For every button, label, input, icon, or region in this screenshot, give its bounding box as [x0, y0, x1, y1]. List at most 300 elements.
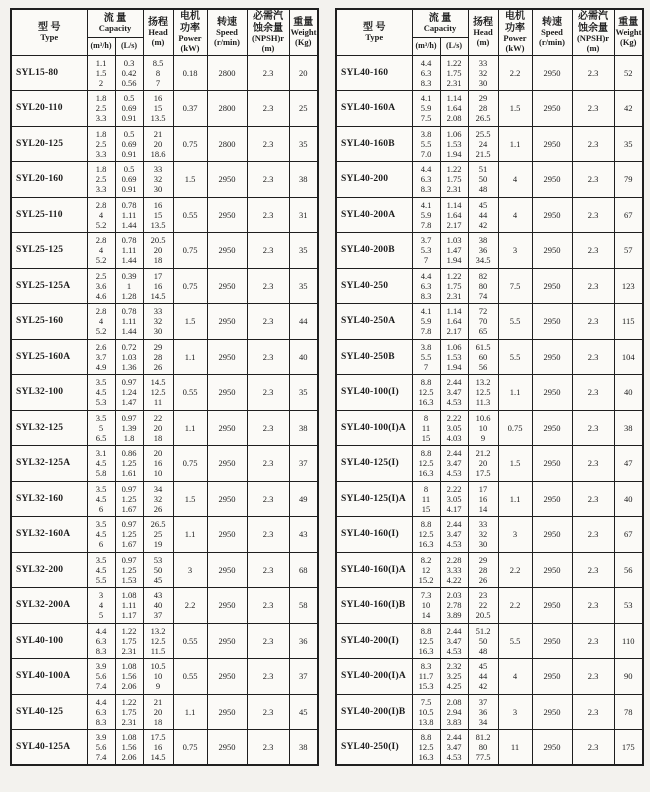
cell-model: SYL32-100 — [11, 375, 87, 411]
cell-npsh: 2.3 — [247, 588, 289, 624]
cell-capacity-m3h: 3.9 5.6 7.4 — [87, 730, 115, 766]
cell-capacity-ls: 0.78 1.11 1.44 — [115, 233, 143, 269]
cell-head: 81.2 80 77.5 — [468, 730, 498, 766]
cell-capacity-m3h: 3.5 4.5 5.3 — [87, 375, 115, 411]
cell-power: 1.1 — [173, 517, 207, 553]
table-row — [336, 552, 643, 588]
cell-model: SYL40-160(I)B — [336, 588, 412, 624]
cell-npsh: 2.3 — [572, 481, 614, 517]
cell-npsh: 2.3 — [247, 694, 289, 730]
cell-capacity-ls: 1.08 1.56 2.06 — [115, 730, 143, 766]
cell-model: SYL32-160A — [11, 517, 87, 553]
cell-npsh: 2.3 — [247, 55, 289, 91]
cell-capacity-m3h: 3.5 5 6.5 — [87, 410, 115, 446]
cell-capacity-ls: 2.03 2.78 3.89 — [440, 588, 468, 624]
table-row — [11, 304, 318, 340]
cell-speed: 2950 — [207, 268, 247, 304]
cell-power: 0.18 — [173, 55, 207, 91]
cell-speed: 2950 — [532, 304, 572, 340]
cell-capacity-ls: 2.44 3.47 4.53 — [440, 517, 468, 553]
table-header — [11, 9, 318, 55]
cell-model: SYL40-100(I) — [336, 375, 412, 411]
cell-npsh: 2.3 — [247, 517, 289, 553]
header-speed: 转速 Speed (r/min) — [532, 9, 572, 55]
cell-head: 45 44 42 — [468, 197, 498, 233]
cell-capacity-ls: 1.08 1.11 1.17 — [115, 588, 143, 624]
cell-npsh: 2.3 — [572, 588, 614, 624]
table-row — [11, 233, 318, 269]
cell-weight: 67 — [614, 197, 643, 233]
cell-weight: 115 — [614, 304, 643, 340]
cell-head: 17 16 14 — [468, 481, 498, 517]
cell-capacity-m3h: 3.8 5.5 7 — [412, 339, 440, 375]
cell-npsh: 2.3 — [572, 197, 614, 233]
table-row — [336, 91, 643, 127]
cell-head: 72 70 65 — [468, 304, 498, 340]
cell-capacity-ls: 2.44 3.47 4.53 — [440, 446, 468, 482]
cell-weight: 67 — [614, 517, 643, 553]
cell-head: 16 15 13.5 — [143, 197, 173, 233]
cell-weight: 20 — [289, 55, 318, 91]
cell-capacity-ls: 0.97 1.25 1.67 — [115, 517, 143, 553]
cell-head: 33 32 30 — [468, 517, 498, 553]
table-row — [11, 162, 318, 198]
cell-speed: 2950 — [532, 481, 572, 517]
cell-weight: 104 — [614, 339, 643, 375]
cell-head: 16 15 13.5 — [143, 91, 173, 127]
cell-head: 23 22 20.5 — [468, 588, 498, 624]
table-row — [336, 268, 643, 304]
cell-head: 21 20 18.6 — [143, 126, 173, 162]
cell-head: 10.6 10 9 — [468, 410, 498, 446]
cell-capacity-m3h: 3.5 4.5 5.5 — [87, 552, 115, 588]
cell-model: SYL40-100 — [11, 623, 87, 659]
table-row — [336, 446, 643, 482]
cell-speed: 2950 — [532, 233, 572, 269]
cell-npsh: 2.3 — [572, 339, 614, 375]
cell-power: 0.75 — [498, 410, 532, 446]
cell-model: SYL40-200 — [336, 162, 412, 198]
cell-head: 33 32 30 — [143, 162, 173, 198]
cell-power: 1.5 — [173, 304, 207, 340]
table-row — [11, 481, 318, 517]
table-row — [336, 517, 643, 553]
cell-speed: 2950 — [532, 446, 572, 482]
cell-speed: 2950 — [207, 339, 247, 375]
cell-speed: 2950 — [207, 730, 247, 766]
cell-capacity-m3h: 8.8 12.5 16.3 — [412, 375, 440, 411]
cell-model: SYL25-125 — [11, 233, 87, 269]
cell-capacity-m3h: 3.5 4.5 6 — [87, 481, 115, 517]
cell-weight: 25 — [289, 91, 318, 127]
cell-speed: 2950 — [207, 304, 247, 340]
cell-power: 0.37 — [173, 91, 207, 127]
cell-npsh: 2.3 — [572, 446, 614, 482]
cell-speed: 2950 — [532, 55, 572, 91]
cell-model: SYL40-250A — [336, 304, 412, 340]
cell-speed: 2950 — [532, 162, 572, 198]
header-capacity: 流 量 Capacity — [412, 9, 468, 37]
pump-spec-table-left — [10, 8, 319, 766]
header-capacity-ls: (L/s) — [440, 37, 468, 55]
cell-model: SYL40-125A — [11, 730, 87, 766]
cell-head: 17 16 14.5 — [143, 268, 173, 304]
cell-head: 17.5 16 14.5 — [143, 730, 173, 766]
cell-model: SYL40-200(I) — [336, 623, 412, 659]
cell-model: SYL40-200(I)A — [336, 659, 412, 695]
cell-weight: 40 — [614, 375, 643, 411]
cell-weight: 110 — [614, 623, 643, 659]
cell-head: 29 28 26 — [143, 339, 173, 375]
header-speed: 转速 Speed (r/min) — [207, 9, 247, 55]
cell-head: 61.5 60 56 — [468, 339, 498, 375]
cell-weight: 35 — [289, 233, 318, 269]
cell-capacity-ls: 2.44 3.47 4.53 — [440, 375, 468, 411]
cell-power: 1.1 — [498, 481, 532, 517]
cell-capacity-ls: 1.06 1.53 1.94 — [440, 339, 468, 375]
cell-npsh: 2.3 — [572, 410, 614, 446]
cell-weight: 31 — [289, 197, 318, 233]
cell-head: 21.2 20 17.5 — [468, 446, 498, 482]
cell-capacity-m3h: 3.5 4.5 6 — [87, 517, 115, 553]
cell-head: 51.2 50 48 — [468, 623, 498, 659]
cell-npsh: 2.3 — [572, 162, 614, 198]
header-type: 型 号 Type — [336, 9, 412, 55]
cell-capacity-ls: 1.14 1.64 2.17 — [440, 197, 468, 233]
cell-power: 0.55 — [173, 375, 207, 411]
cell-weight: 90 — [614, 659, 643, 695]
cell-speed: 2950 — [532, 375, 572, 411]
cell-capacity-m3h: 8.2 12 15.2 — [412, 552, 440, 588]
cell-npsh: 2.3 — [247, 552, 289, 588]
cell-npsh: 2.3 — [247, 481, 289, 517]
cell-power: 0.55 — [173, 623, 207, 659]
cell-npsh: 2.3 — [247, 304, 289, 340]
cell-speed: 2950 — [532, 268, 572, 304]
cell-head: 33 32 30 — [468, 55, 498, 91]
cell-power: 0.75 — [173, 233, 207, 269]
cell-speed: 2950 — [207, 588, 247, 624]
cell-capacity-ls: 2.22 3.05 4.03 — [440, 410, 468, 446]
table-row — [11, 588, 318, 624]
cell-head: 22 20 18 — [143, 410, 173, 446]
cell-power: 1.5 — [498, 446, 532, 482]
cell-capacity-m3h: 2.5 3.6 4.6 — [87, 268, 115, 304]
cell-capacity-m3h: 8 11 15 — [412, 481, 440, 517]
cell-capacity-m3h: 1.8 2.5 3.3 — [87, 126, 115, 162]
cell-model: SYL25-110 — [11, 197, 87, 233]
cell-head: 26.5 25 19 — [143, 517, 173, 553]
cell-capacity-ls: 2.08 2.94 3.83 — [440, 694, 468, 730]
cell-capacity-m3h: 4.4 6.3 8.3 — [87, 623, 115, 659]
cell-capacity-ls: 0.72 1.03 1.36 — [115, 339, 143, 375]
table-row — [336, 375, 643, 411]
cell-capacity-ls: 1.22 1.75 2.31 — [440, 55, 468, 91]
cell-model: SYL40-250B — [336, 339, 412, 375]
cell-speed: 2950 — [207, 197, 247, 233]
cell-power: 0.75 — [173, 730, 207, 766]
cell-head: 82 80 74 — [468, 268, 498, 304]
cell-capacity-m3h: 8.8 12.5 16.3 — [412, 730, 440, 766]
header-head: 扬程 Head (m) — [468, 9, 498, 55]
cell-model: SYL15-80 — [11, 55, 87, 91]
cell-weight: 175 — [614, 730, 643, 766]
cell-weight: 36 — [289, 623, 318, 659]
table-row — [336, 126, 643, 162]
cell-speed: 2950 — [532, 517, 572, 553]
cell-model: SYL40-160A — [336, 91, 412, 127]
cell-capacity-ls: 0.86 1.25 1.61 — [115, 446, 143, 482]
cell-head: 10.5 10 9 — [143, 659, 173, 695]
cell-model: SYL32-200A — [11, 588, 87, 624]
cell-weight: 35 — [289, 126, 318, 162]
header-weight: 重量 Weight (Kg) — [614, 9, 643, 55]
cell-speed: 2950 — [532, 694, 572, 730]
cell-npsh: 2.3 — [572, 659, 614, 695]
table-row — [11, 339, 318, 375]
cell-model: SYL40-100A — [11, 659, 87, 695]
cell-speed: 2950 — [532, 659, 572, 695]
cell-weight: 38 — [289, 730, 318, 766]
pump-spec-table-right — [335, 8, 644, 766]
cell-weight: 43 — [289, 517, 318, 553]
cell-power: 2.2 — [498, 552, 532, 588]
cell-capacity-m3h: 1.8 2.5 3.3 — [87, 91, 115, 127]
table-row — [336, 339, 643, 375]
cell-speed: 2800 — [207, 91, 247, 127]
header-head: 扬程 Head (m) — [143, 9, 173, 55]
cell-model: SYL40-200A — [336, 197, 412, 233]
cell-power: 1.1 — [173, 339, 207, 375]
cell-npsh: 2.3 — [247, 339, 289, 375]
table-row — [336, 730, 643, 766]
table-row — [336, 304, 643, 340]
cell-power: 1.5 — [173, 162, 207, 198]
cell-capacity-ls: 0.78 1.11 1.44 — [115, 304, 143, 340]
table-row — [11, 730, 318, 766]
cell-model: SYL32-125 — [11, 410, 87, 446]
cell-capacity-ls: 1.08 1.56 2.06 — [115, 659, 143, 695]
cell-speed: 2950 — [532, 623, 572, 659]
cell-capacity-ls: 0.97 1.24 1.47 — [115, 375, 143, 411]
cell-head: 53 50 45 — [143, 552, 173, 588]
cell-capacity-m3h: 3.9 5.6 7.4 — [87, 659, 115, 695]
cell-model: SYL20-125 — [11, 126, 87, 162]
cell-model: SYL40-125(I)A — [336, 481, 412, 517]
cell-head: 14.5 12.5 11 — [143, 375, 173, 411]
cell-power: 1.1 — [498, 375, 532, 411]
cell-capacity-m3h: 2.8 4 5.2 — [87, 304, 115, 340]
cell-speed: 2950 — [207, 659, 247, 695]
cell-capacity-ls: 0.39 1 1.28 — [115, 268, 143, 304]
cell-weight: 42 — [614, 91, 643, 127]
cell-capacity-m3h: 8 11 15 — [412, 410, 440, 446]
table-row — [11, 91, 318, 127]
cell-head: 25.5 24 21.5 — [468, 126, 498, 162]
cell-head: 8.5 8 7 — [143, 55, 173, 91]
cell-weight: 58 — [289, 588, 318, 624]
table-row — [11, 197, 318, 233]
cell-weight: 40 — [289, 339, 318, 375]
cell-model: SYL25-160 — [11, 304, 87, 340]
table-row — [11, 552, 318, 588]
cell-model: SYL40-200(I)B — [336, 694, 412, 730]
cell-capacity-ls: 1.06 1.53 1.94 — [440, 126, 468, 162]
cell-capacity-ls: 2.28 3.33 4.22 — [440, 552, 468, 588]
cell-capacity-m3h: 3 4 5 — [87, 588, 115, 624]
cell-head: 29 28 26.5 — [468, 91, 498, 127]
cell-model: SYL40-200B — [336, 233, 412, 269]
header-capacity-m3h: (m³/h) — [412, 37, 440, 55]
cell-power: 4 — [498, 659, 532, 695]
cell-weight: 45 — [289, 694, 318, 730]
cell-power: 0.75 — [173, 126, 207, 162]
table-body-left — [11, 55, 318, 765]
cell-model: SYL20-160 — [11, 162, 87, 198]
cell-capacity-m3h: 4.4 6.3 8.3 — [412, 268, 440, 304]
cell-power: 7.5 — [498, 268, 532, 304]
table-row — [11, 268, 318, 304]
cell-npsh: 2.3 — [572, 694, 614, 730]
cell-head: 51 50 48 — [468, 162, 498, 198]
cell-model: SYL25-125A — [11, 268, 87, 304]
cell-npsh: 2.3 — [572, 233, 614, 269]
table-row — [336, 233, 643, 269]
table-row — [336, 481, 643, 517]
cell-speed: 2950 — [207, 552, 247, 588]
cell-npsh: 2.3 — [572, 91, 614, 127]
cell-power: 3 — [173, 552, 207, 588]
table-row — [11, 375, 318, 411]
table-row — [336, 694, 643, 730]
header-weight: 重量 Weight (Kg) — [289, 9, 318, 55]
cell-capacity-ls: 1.22 1.75 2.31 — [440, 268, 468, 304]
cell-npsh: 2.3 — [247, 730, 289, 766]
cell-power: 5.5 — [498, 304, 532, 340]
cell-npsh: 2.3 — [247, 446, 289, 482]
header-capacity-m3h: (m³/h) — [87, 37, 115, 55]
cell-capacity-m3h: 8.8 12.5 16.3 — [412, 517, 440, 553]
cell-speed: 2800 — [207, 126, 247, 162]
cell-capacity-m3h: 4.4 6.3 8.3 — [412, 55, 440, 91]
cell-capacity-ls: 0.5 0.69 0.91 — [115, 162, 143, 198]
cell-capacity-ls: 0.78 1.11 1.44 — [115, 197, 143, 233]
cell-speed: 2950 — [207, 623, 247, 659]
cell-power: 5.5 — [498, 623, 532, 659]
cell-weight: 49 — [289, 481, 318, 517]
cell-weight: 78 — [614, 694, 643, 730]
cell-power: 1.5 — [173, 481, 207, 517]
cell-npsh: 2.3 — [572, 730, 614, 766]
cell-power: 4 — [498, 197, 532, 233]
cell-power: 1.1 — [498, 126, 532, 162]
cell-model: SYL32-200 — [11, 552, 87, 588]
cell-weight: 53 — [614, 588, 643, 624]
cell-head: 20 16 10 — [143, 446, 173, 482]
cell-model: SYL40-250(I) — [336, 730, 412, 766]
cell-capacity-m3h: 3.8 5.5 7.0 — [412, 126, 440, 162]
cell-capacity-m3h: 2.6 3.7 4.9 — [87, 339, 115, 375]
cell-model: SYL40-160B — [336, 126, 412, 162]
cell-power: 1.1 — [173, 694, 207, 730]
cell-model: SYL40-160(I) — [336, 517, 412, 553]
cell-model: SYL40-100(I)A — [336, 410, 412, 446]
table-header — [336, 9, 643, 55]
cell-weight: 123 — [614, 268, 643, 304]
cell-capacity-m3h: 3.7 5.3 7 — [412, 233, 440, 269]
cell-head: 20.5 20 18 — [143, 233, 173, 269]
cell-capacity-ls: 2.32 3.25 4.25 — [440, 659, 468, 695]
cell-npsh: 2.3 — [247, 375, 289, 411]
header-type: 型 号 Type — [11, 9, 87, 55]
cell-speed: 2950 — [207, 694, 247, 730]
cell-power: 11 — [498, 730, 532, 766]
cell-capacity-m3h: 2.8 4 5.2 — [87, 233, 115, 269]
table-row — [11, 410, 318, 446]
cell-capacity-ls: 1.14 1.64 2.17 — [440, 304, 468, 340]
table-row — [336, 197, 643, 233]
cell-power: 5.5 — [498, 339, 532, 375]
cell-capacity-ls: 2.44 3.47 4.53 — [440, 730, 468, 766]
cell-capacity-ls: 0.97 1.39 1.8 — [115, 410, 143, 446]
cell-speed: 2950 — [207, 162, 247, 198]
table-row — [11, 55, 318, 91]
header-npsh: 必需汽 蚀余量 (NPSH)r (m) — [247, 9, 289, 55]
cell-head: 21 20 18 — [143, 694, 173, 730]
cell-speed: 2950 — [207, 446, 247, 482]
cell-weight: 35 — [289, 268, 318, 304]
cell-capacity-ls: 0.5 0.69 0.91 — [115, 126, 143, 162]
cell-weight: 47 — [614, 446, 643, 482]
cell-model: SYL40-160(I)A — [336, 552, 412, 588]
cell-speed: 2950 — [207, 375, 247, 411]
table-row — [11, 659, 318, 695]
cell-model: SYL40-125 — [11, 694, 87, 730]
cell-power: 3 — [498, 517, 532, 553]
cell-speed: 2950 — [207, 481, 247, 517]
cell-npsh: 2.3 — [247, 162, 289, 198]
table-row — [11, 446, 318, 482]
cell-speed: 2950 — [532, 339, 572, 375]
cell-power: 0.75 — [173, 268, 207, 304]
cell-power: 1.5 — [498, 91, 532, 127]
cell-speed: 2950 — [532, 730, 572, 766]
cell-model: SYL40-125(I) — [336, 446, 412, 482]
cell-capacity-ls: 1.22 1.75 2.31 — [440, 162, 468, 198]
cell-weight: 35 — [289, 375, 318, 411]
cell-speed: 2950 — [532, 126, 572, 162]
cell-model: SYL32-160 — [11, 481, 87, 517]
cell-capacity-m3h: 4.4 6.3 8.3 — [412, 162, 440, 198]
cell-npsh: 2.3 — [247, 659, 289, 695]
table-row — [11, 126, 318, 162]
cell-head: 33 32 30 — [143, 304, 173, 340]
cell-capacity-ls: 1.22 1.75 2.31 — [115, 623, 143, 659]
header-capacity: 流 量 Capacity — [87, 9, 143, 37]
cell-npsh: 2.3 — [247, 623, 289, 659]
cell-weight: 44 — [289, 304, 318, 340]
cell-npsh: 2.3 — [572, 552, 614, 588]
cell-npsh: 2.3 — [572, 268, 614, 304]
cell-weight: 38 — [289, 410, 318, 446]
cell-capacity-ls: 0.97 1.25 1.67 — [115, 481, 143, 517]
cell-model: SYL40-250 — [336, 268, 412, 304]
cell-power: 1.1 — [173, 410, 207, 446]
cell-power: 2.2 — [498, 588, 532, 624]
table-row — [11, 694, 318, 730]
cell-speed: 2950 — [532, 91, 572, 127]
cell-model: SYL32-125A — [11, 446, 87, 482]
